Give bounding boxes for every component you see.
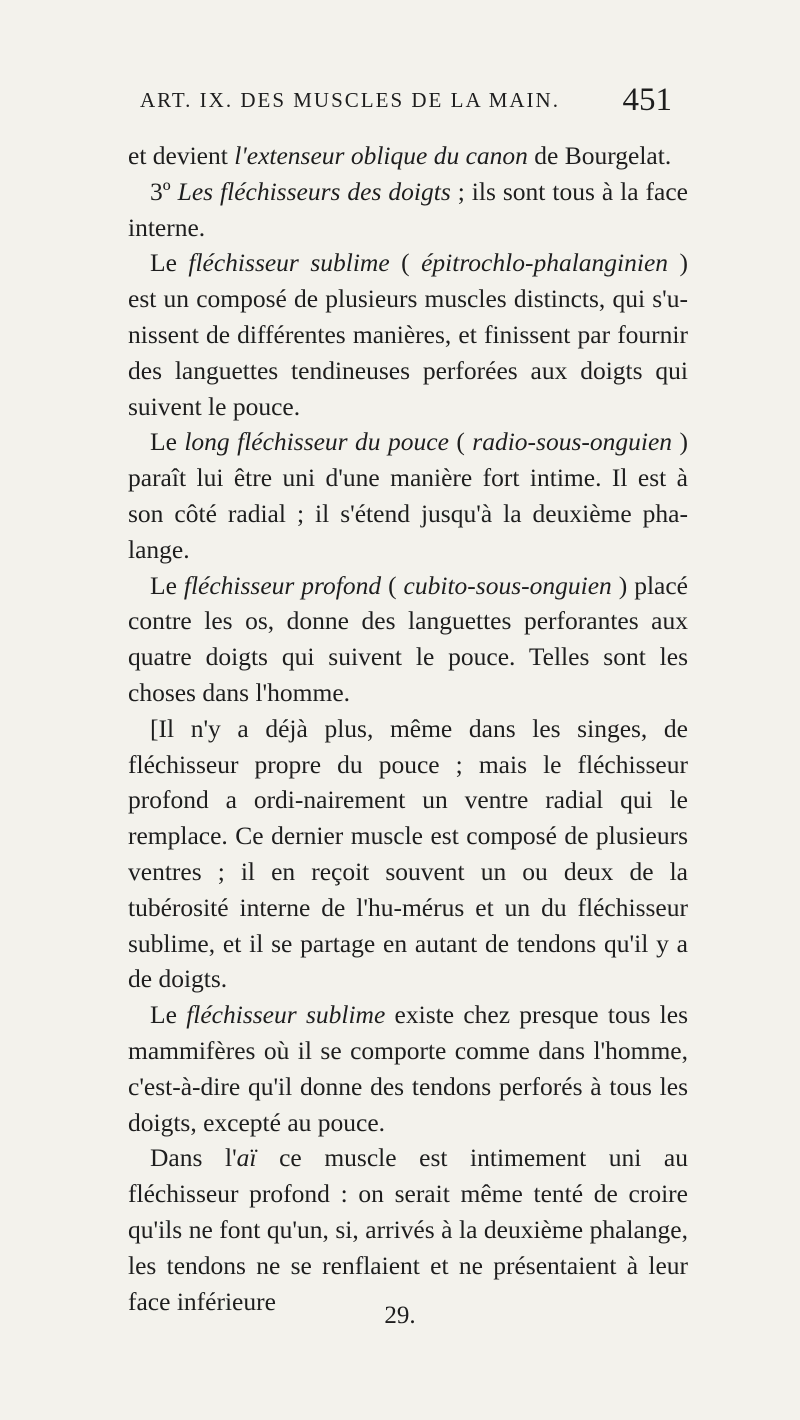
italic-term: l'extenseur oblique du canon bbox=[234, 141, 528, 170]
paragraph bbox=[128, 138, 688, 174]
running-title: ART. IX. DES MUSCLES DE LA MAIN. bbox=[140, 88, 560, 112]
italic-term: fléchisseur sublime bbox=[188, 248, 390, 278]
text-run: Dans l' bbox=[150, 1143, 237, 1173]
text-run: ( bbox=[381, 570, 404, 600]
italic-term: cubito-sous-onguien bbox=[403, 570, 612, 600]
text-run: de Bourgelat. bbox=[527, 141, 672, 170]
text-run: 3º bbox=[150, 176, 178, 206]
paragraph bbox=[128, 711, 688, 997]
text-run: Le bbox=[150, 570, 184, 600]
italic-term: épitrochlo-phalanginien bbox=[421, 248, 669, 278]
text-run: ce muscle est intimement uni au fléchisseur profond : on serait même tenté de croire qu'ils ne font qu'un, si, arrivés à la deuxième phalange, les tendons ne se renflaient et ne présentaient à leur face inférieure bbox=[128, 1143, 688, 1316]
text-run: ) paraît lui être uni d'une manière fort intime. Il est à son côté radial ; il s'étend jusqu'à la deuxième pha-lange. bbox=[128, 427, 688, 564]
italic-term: fléchisseur profond bbox=[183, 570, 382, 600]
body-text bbox=[128, 138, 688, 1319]
signature-mark: 29. bbox=[384, 1302, 416, 1329]
italic-term: radio-sous-onguien bbox=[472, 427, 673, 457]
text-run: Le bbox=[150, 427, 185, 457]
italic-term: Les fléchisseurs des doigts bbox=[177, 176, 451, 206]
text-run: Le bbox=[150, 1000, 187, 1030]
text-run: ; ils sont tous à la face interne. bbox=[128, 176, 688, 242]
italic-term: fléchisseur sublime bbox=[186, 1000, 386, 1030]
paragraph bbox=[128, 174, 688, 246]
text-run: ( bbox=[389, 248, 422, 278]
running-head bbox=[128, 82, 672, 126]
paragraph bbox=[128, 245, 688, 424]
italic-term: aï bbox=[236, 1143, 257, 1173]
text-run: et devient bbox=[128, 141, 235, 170]
paragraph bbox=[128, 997, 688, 1140]
paragraph bbox=[128, 424, 688, 567]
text-run: ( bbox=[448, 427, 473, 457]
paragraph bbox=[128, 568, 688, 711]
paragraph bbox=[128, 1140, 688, 1319]
text-run: existe chez presque tous les mammifères où il se comporte comme dans l'homme, c'est-à-dire qu'il donne des tendons perforés à tous les doigts, excepté au pouce. bbox=[128, 1000, 688, 1137]
text-run: [Il n'y a déjà plus, même dans les singes, de fléchisseur propre du pouce ; mais le fléchisseur profond a ordi-nairement un ventre radial qui le remplace. Ce dernier muscle est composé de plusieurs ventres ; il en reçoit souvent un ou deux de la tubérosité interne de l'hu-mérus et un du fléchisseur sublime, et il se partage en autant de tendons qu'il y a de doigts. bbox=[128, 713, 688, 994]
text-run: ) placé contre les os, donne des languettes perforantes aux quatre doigts qui suivent le pouce. Telles sont les choses dans l'homme. bbox=[128, 570, 688, 707]
text-run: ) est un composé de plusieurs muscles distincts, qui s'u-nissent de différentes manières, et finissent par fournir des languettes tendineuses perforées aux doigts qui suivent le pouce. bbox=[128, 248, 688, 421]
text-run: Le bbox=[150, 248, 189, 278]
page-number: 451 bbox=[622, 82, 672, 118]
italic-term: long fléchisseur du pouce bbox=[184, 427, 449, 457]
